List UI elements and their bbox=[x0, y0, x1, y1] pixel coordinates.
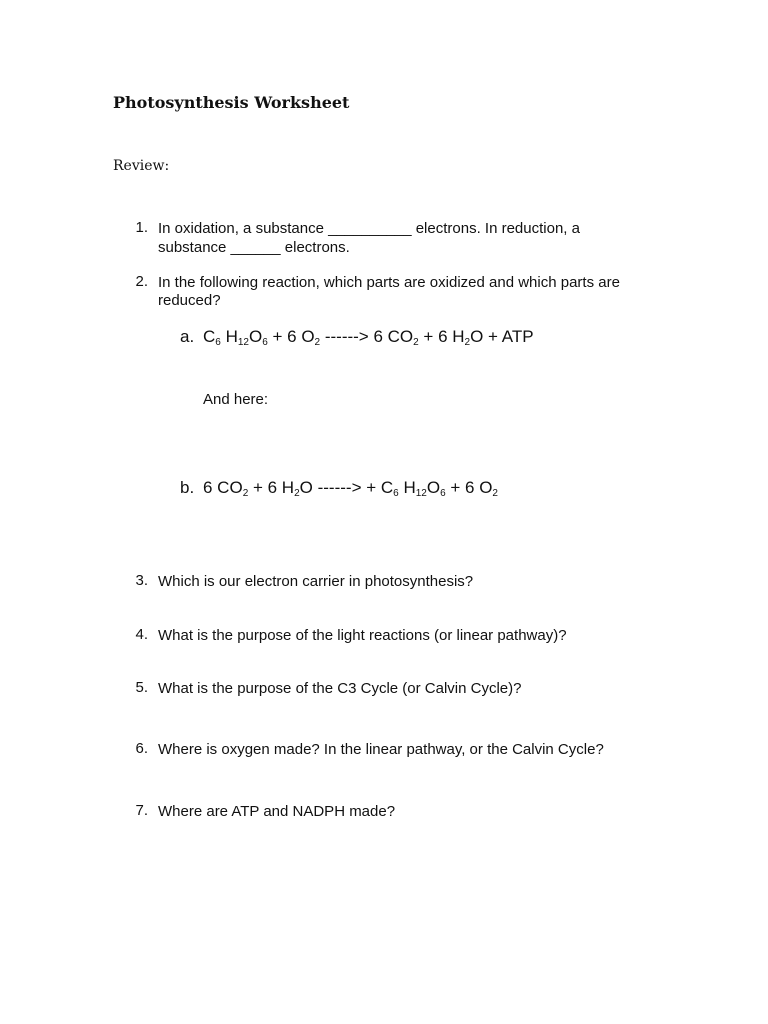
equation-label: a. bbox=[180, 327, 195, 346]
question-number: 1. bbox=[135, 219, 148, 236]
question-text: Which is our electron carrier in photosynthesis? bbox=[158, 573, 474, 590]
question-text: reduced? bbox=[158, 292, 221, 309]
question-number: 5. bbox=[135, 679, 148, 696]
equation-label: b. bbox=[180, 478, 195, 497]
question-number: 4. bbox=[135, 626, 148, 643]
question-text: What is the purpose of the light reactions (or linear pathway)? bbox=[158, 627, 567, 644]
section-heading: Review: bbox=[113, 158, 170, 174]
question-text: In the following reaction, which parts are oxidized and which parts are bbox=[158, 274, 620, 291]
equation-text: 6 $CO_2 + 6$ $H_2O$ ------> + $C_6$ $H_{12}O_6 + 6$ $O_2$ bbox=[203, 478, 498, 499]
equation-text: $C_6$ $H_{12}O_6 + 6$ $O_2$ ------> 6 $CO_2 + 6$ $H_2O$ + ATP bbox=[203, 327, 534, 348]
question-number: 6. bbox=[135, 740, 148, 757]
question-number: 2. bbox=[135, 273, 148, 290]
question-text: Where is oxygen made? In the linear pathway, or the Calvin Cycle? bbox=[158, 741, 604, 758]
question-text: In oxidation, a substance __________ electrons. In reduction, a bbox=[158, 220, 580, 237]
question-text: What is the purpose of the C3 Cycle (or Calvin Cycle)? bbox=[158, 680, 522, 697]
and-here-text: And here: bbox=[203, 391, 269, 408]
question-text: Where are ATP and NADPH made? bbox=[158, 803, 396, 820]
question-number: 3. bbox=[135, 572, 148, 589]
question-number: 7. bbox=[135, 802, 148, 819]
worksheet-title: Photosynthesis Worksheet bbox=[113, 93, 350, 112]
question-text: substance ______ electrons. bbox=[158, 239, 350, 256]
